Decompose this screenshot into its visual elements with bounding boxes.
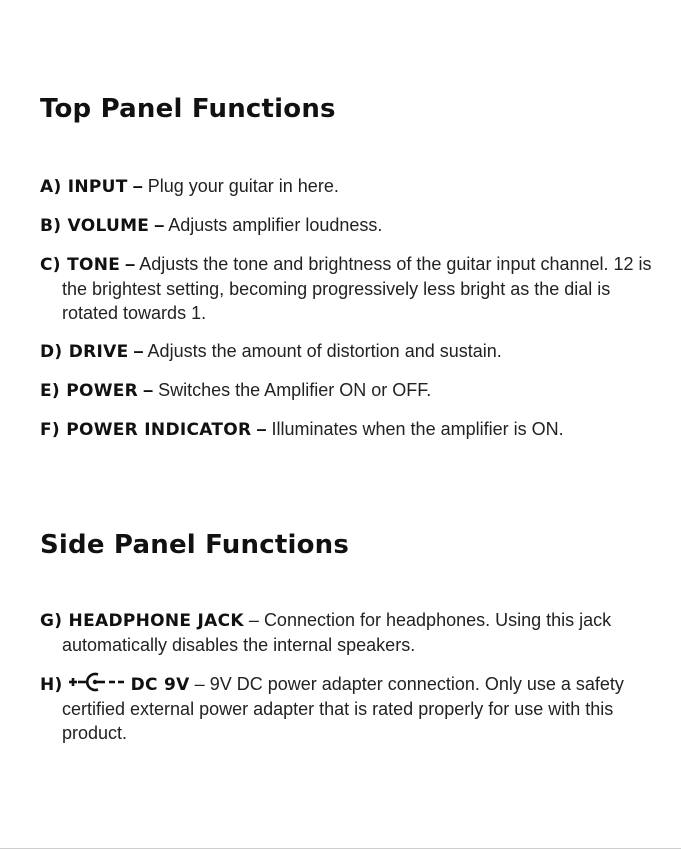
item-dash: – <box>133 341 144 361</box>
item-text: Illuminates when the amplifier is ON. <box>271 419 564 439</box>
side-panel-title: Side Panel Functions <box>40 530 350 560</box>
item-key: G) HEADPHONE JACK <box>40 611 244 631</box>
list-item-drive <box>40 339 655 364</box>
page-bottom-rule <box>0 848 681 849</box>
item-text: Adjusts the tone and brightness of the guitar input channel. 12 is the brightest setting, becoming progressively less bright as the dial is rotated towards 1. <box>62 254 652 323</box>
item-dash: – <box>248 610 259 630</box>
list-item-volume <box>40 213 655 238</box>
list-item-power-indicator <box>40 417 655 442</box>
item-dash: – <box>194 674 205 694</box>
item-text: Switches the Amplifier ON or OFF. <box>158 380 432 400</box>
side-panel-list <box>40 608 655 759</box>
item-key: B) VOLUME <box>40 216 150 236</box>
item-text: Adjusts the amount of distortion and sustain. <box>147 341 502 361</box>
item-text: 9V DC power adapter connection. Only use a safety certified external power adapter that is rated properly for use with this product. <box>62 674 624 743</box>
list-item-power <box>40 378 655 403</box>
list-item-tone <box>40 252 655 325</box>
item-key: C) TONE <box>40 255 121 275</box>
list-item-headphone-jack <box>40 608 655 657</box>
item-dash: – <box>125 254 136 274</box>
item-text: Connection for headphones. Using this jack automatically disables the internal speakers. <box>62 610 612 655</box>
item-dash: – <box>154 215 165 235</box>
item-key-prefix: H) <box>40 675 63 695</box>
list-item-dc-9v <box>40 671 655 745</box>
list-item-input <box>40 174 655 199</box>
dc-polarity-icon <box>68 671 126 693</box>
item-dash: – <box>256 419 267 439</box>
item-key: F) POWER INDICATOR <box>40 420 252 440</box>
item-key: D) DRIVE <box>40 342 129 362</box>
item-dash: – <box>143 380 154 400</box>
item-dash: – <box>132 176 143 196</box>
item-key: E) POWER <box>40 381 139 401</box>
item-text: Adjusts amplifier loudness. <box>168 215 383 235</box>
item-text: Plug your guitar in here. <box>147 176 339 196</box>
top-panel-list <box>40 174 655 456</box>
top-panel-title: Top Panel Functions <box>40 94 336 124</box>
item-key: A) INPUT <box>40 177 128 197</box>
item-key: DC 9V <box>130 675 190 695</box>
